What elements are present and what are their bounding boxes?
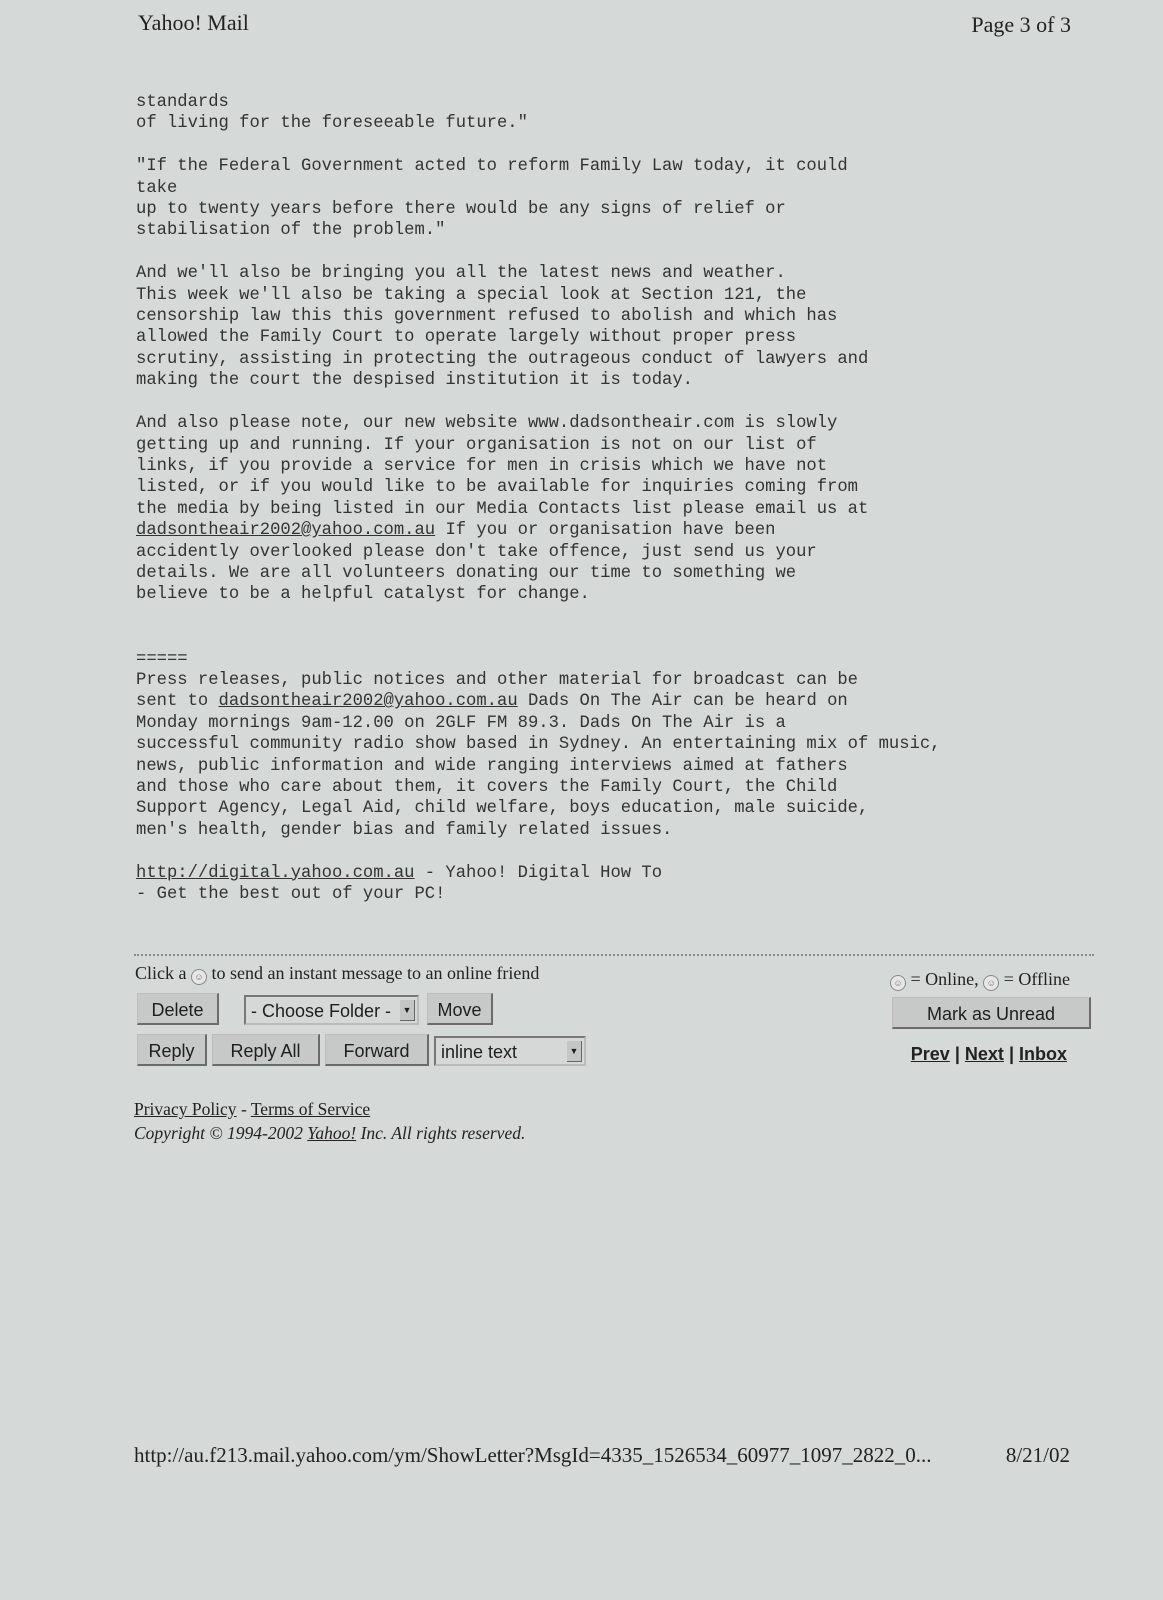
forward-format-select[interactable]	[434, 1036, 586, 1066]
message-line: take	[136, 178, 178, 198]
reply-button[interactable]: Reply	[137, 1034, 207, 1066]
message-line: And also please note, our new website www.dadsontheair.com is slowly	[136, 414, 838, 434]
footer-dash: -	[236, 1099, 251, 1119]
message-line: =====	[136, 649, 188, 669]
offline-smiley-icon: ☺	[983, 975, 999, 991]
print-header-page: Page 3 of 3	[971, 12, 1071, 37]
message-line: stabilisation of the problem."	[136, 221, 446, 241]
message-line: getting up and running. If your organisation is not on our list of	[136, 435, 817, 455]
dropdown-arrow-icon: ▼	[567, 1041, 582, 1062]
press-email-link[interactable]: dadsontheair2002@yahoo.com.au	[218, 692, 518, 712]
message-line: links, if you provide a service for men in crisis which we have not	[136, 456, 828, 476]
message-line: And we'll also be bringing you all the latest news and weather.	[136, 264, 786, 284]
divider	[134, 954, 1094, 956]
move-button[interactable]: Move	[427, 993, 493, 1025]
delete-button[interactable]: Delete	[137, 993, 219, 1025]
message-line: believe to be a helpful catalyst for change.	[136, 585, 590, 605]
online-smiley-icon: ☺	[890, 975, 906, 991]
choose-folder-value: - Choose Folder -	[251, 1001, 392, 1021]
message-line: Support Agency, Legal Aid, child welfare, boys education, male suicide,	[136, 799, 869, 819]
message-line: allowed the Family Court to operate largely without proper press	[136, 328, 797, 348]
message-text: - Get the best out of your PC!	[136, 885, 446, 905]
mark-as-unread-button[interactable]: Mark as Unread	[892, 997, 1091, 1029]
message-line: and those who care about them, it covers the Family Court, the Child	[136, 778, 838, 797]
message-text: If you or organisation have been	[435, 521, 776, 541]
message-nav	[911, 1044, 1067, 1065]
message-line: the media by being listed in our Media Contacts list please email us at	[136, 499, 869, 519]
message-line	[136, 627, 1096, 648]
inbox-link[interactable]: Inbox	[1019, 1044, 1067, 1064]
im-hint-suffix: to send an instant message to an online friend	[211, 963, 540, 983]
message-line: listed, or if you would like to be available for inquiries coming from	[136, 478, 858, 498]
message-line: "If the Federal Government acted to reform Family Law today, it could	[136, 157, 848, 177]
presence-legend	[890, 969, 1070, 991]
message-line	[136, 242, 1096, 263]
footer-links	[134, 1099, 370, 1120]
message-line	[136, 392, 1096, 413]
message-text: Dads On The Air can be heard on	[517, 692, 848, 712]
message-line: up to twenty years before there would be any signs of relief or	[136, 200, 786, 220]
message-line: standards	[136, 93, 229, 112]
instant-message-hint	[135, 963, 539, 985]
message-line: making the court the despised institution it is today.	[136, 371, 693, 391]
copyright-suffix: Inc. All rights reserved.	[356, 1123, 526, 1143]
print-footer-date: 8/21/02	[1005, 1443, 1070, 1467]
dropdown-arrow-icon: ▼	[400, 1000, 415, 1021]
message-line: censorship law this this government refused to abolish and which has	[136, 307, 838, 327]
yahoo-digital-link[interactable]: http://digital.yahoo.com.au	[136, 863, 415, 883]
message-line	[136, 135, 1096, 156]
message-text: sent to	[136, 692, 219, 712]
message-line: news, public information and wide ranging interviews aimed at fathers	[136, 756, 848, 776]
im-hint-prefix: Click a	[135, 963, 187, 983]
message-line: details. We are all volunteers donating our time to something we	[136, 563, 797, 583]
message-line	[136, 841, 1096, 862]
message-line: successful community radio show based in Sydney. An entertaining mix of music,	[136, 735, 941, 755]
yahoo-link[interactable]: Yahoo!	[307, 1123, 357, 1143]
terms-of-service-link[interactable]: Terms of Service	[250, 1099, 371, 1119]
message-text: Press releases, public notices and other material for broadcast can be	[136, 670, 858, 690]
message-line: scrutiny, assisting in protecting the outrageous conduct of lawyers and	[136, 349, 869, 369]
message-text: - Yahoo! Digital How To	[414, 863, 663, 883]
message-line	[136, 606, 1096, 627]
forward-button[interactable]: Forward	[325, 1034, 429, 1066]
legend-offline-label: = Offline	[1003, 969, 1070, 989]
prev-link[interactable]: Prev	[910, 1044, 950, 1064]
smiley-icon: ☺	[191, 969, 207, 985]
choose-folder-select[interactable]	[244, 995, 419, 1025]
print-footer-url: http://au.f213.mail.yahoo.com/ym/ShowLetter?MsgId=4335_1526534_60977_1097_2822_0...	[134, 1443, 932, 1467]
copyright-prefix: Copyright © 1994-2002	[134, 1123, 308, 1143]
nav-separator: |	[1008, 1044, 1014, 1064]
email-link[interactable]: dadsontheair2002@yahoo.com.au	[136, 521, 436, 541]
message-line: accidently overlooked please don't take offence, just send us your	[136, 542, 817, 562]
copyright	[134, 1123, 525, 1144]
legend-online-label: = Online,	[910, 969, 979, 989]
message-line: Monday mornings 9am-12.00 on 2GLF FM 89.3. Dads On The Air is a	[136, 713, 786, 733]
print-header-title: Yahoo! Mail	[138, 10, 249, 35]
reply-all-button[interactable]: Reply All	[212, 1034, 320, 1066]
forward-format-value: inline text	[441, 1042, 518, 1062]
message-line: of living for the foreseeable future."	[136, 114, 528, 134]
message-line: This week we'll also be taking a special look at Section 121, the	[136, 285, 807, 305]
message-body	[136, 92, 1096, 905]
next-link[interactable]: Next	[964, 1044, 1004, 1064]
nav-separator: |	[954, 1044, 960, 1064]
privacy-policy-link[interactable]: Privacy Policy	[134, 1099, 237, 1119]
message-line: men's health, gender bias and family related issues.	[136, 820, 673, 840]
